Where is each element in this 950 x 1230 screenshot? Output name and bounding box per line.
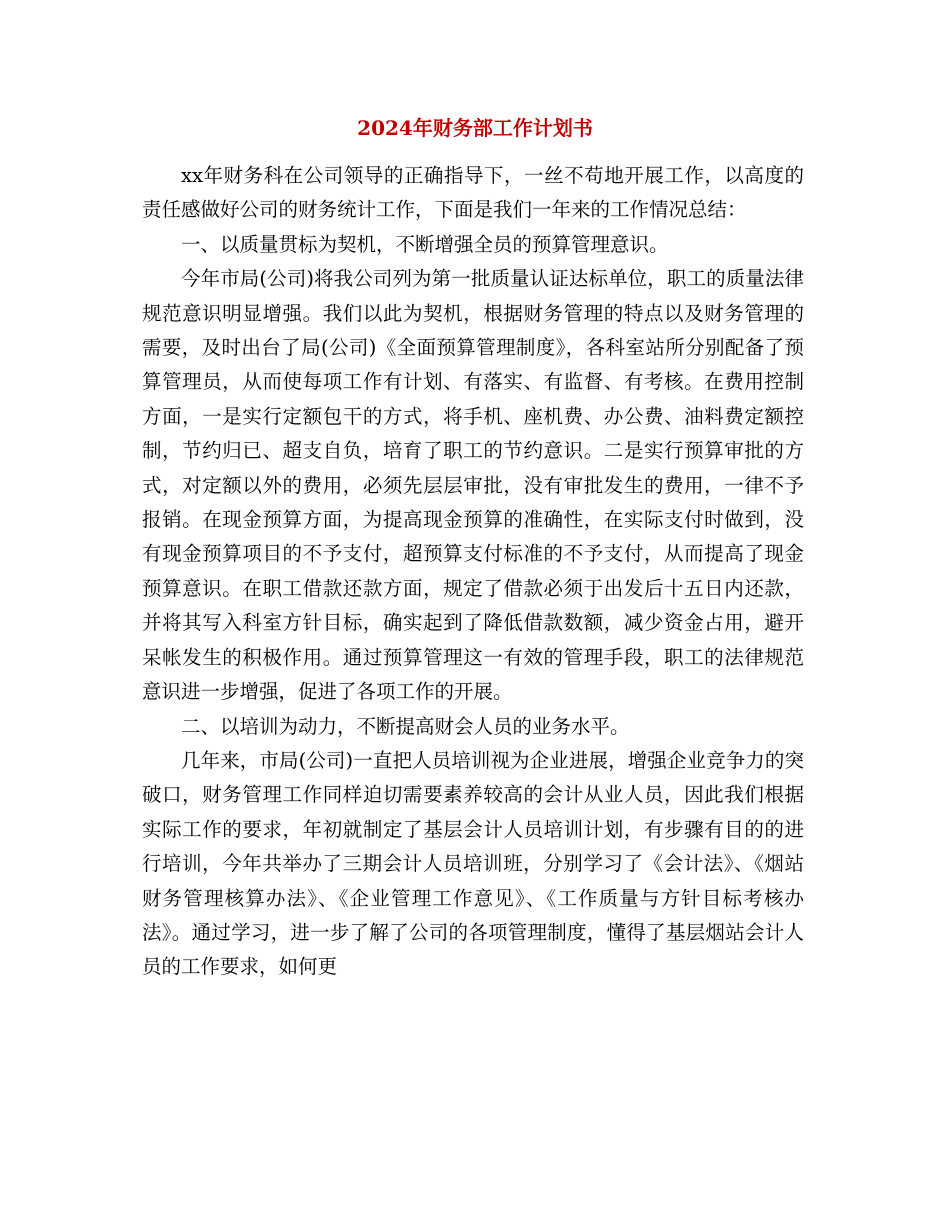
section-heading-1: 一、以质量贯标为契机，不断增强全员的预算管理意识。 xyxy=(181,232,669,256)
paragraph-budget: 今年市局(公司)将我公司列为第一批质量认证达标单位，职工的质量法律规范意识明显增强。我们以此为契机，根据财务管理的特点以及财务管理的需要，及时出台了局(公司)《全面预算管理制度》，各科室站所分别配备了预算管理员，从而使每项工作有计划、有落实、有监督、有考核。在费用控制方面，一是实行定额包干的方式，将手机、座机费、办公费、油料费定额控制，节约归已、超支自负，培育了职工的节约意识。二是实行预算审批的方式，对定额以外的费用，必须先层层审批，没有审批发生的费用，一律不予报销。在现金预算方面，为提高现金预算的准确性，在实际支付时做到，没有现金预算项目的不予支付，超预算支付标准的不予支付，从而提高了现金预算意识。在职工借款还款方面，规定了借款必须于出发后十五日内还款，并将其写入科室方针目标，确实起到了降低借款数额，减少资金占用，避开呆帐发生的积极作用。通过预算管理这一有效的管理手段，职工的法律规范意识进一步增强，促进了各项工作的开展。 xyxy=(142,267,804,704)
paragraph-training: 几年来，市局(公司)一直把人员培训视为企业进展，增强企业竞争力的突破口，财务管理工作同样迫切需要素养较高的会计从业人员，因此我们根据实际工作的要求，年初就制定了基层会计人员培训计划，有步骤有目的的进行培训，今年共举办了三期会计人员培训班，分别学习了《会计法》、《烟站财务管理核算办法》、《企业管理工作意见》、《工作质量与方针目标考核办法》。通过学习，进一步了解了公司的各项管理制度，懂得了基层烟站会计人员的工作要求，如何更 xyxy=(142,748,804,979)
section-heading-2: 二、以培训为动力，不断提高财会人员的业务水平。 xyxy=(181,714,630,738)
document-title: 2024年财务部工作计划书 xyxy=(357,116,593,140)
document-body xyxy=(142,159,804,985)
paragraph-intro: xx年财务科在公司领导的正确指导下，一丝不苟地开展工作，以高度的责任感做好公司的财务统计工作，下面是我们一年来的工作情况总结： xyxy=(142,164,804,222)
